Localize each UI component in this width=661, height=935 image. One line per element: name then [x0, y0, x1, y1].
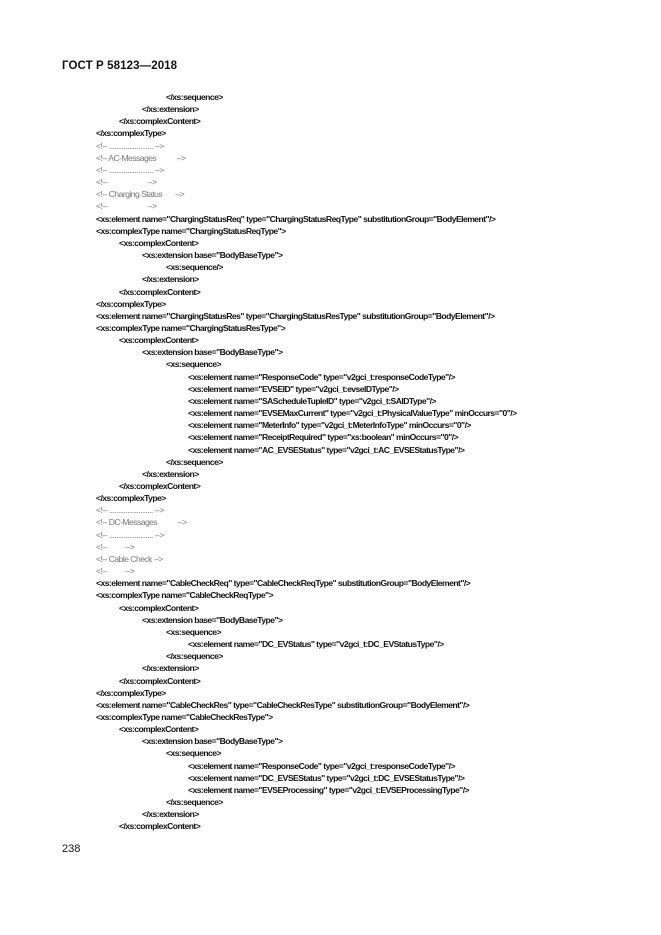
xml-comment-line: <!-- -->	[96, 541, 135, 552]
xml-code-line: <xs:element name="MeterInfo" type="v2gci_t:MeterInfoType" minOccurs="0"/>	[188, 420, 471, 431]
xml-code-line: <xs:element name="ChargingStatusReq" type="ChargingStatusReqType" substitutionGroup="BodyElement"/>	[96, 213, 496, 224]
xml-code-line: <xs:complexContent>	[119, 602, 199, 613]
xml-code-line: </xs:sequence>	[166, 797, 223, 808]
xml-code-line: </xs:complexType>	[96, 128, 166, 139]
xml-code-line: </xs:extension>	[142, 468, 199, 479]
xml-comment-line: <!-- DC-Messages -->	[96, 517, 187, 528]
xml-code-line: <xs:element name="EVSEProcessing" type="v2gci_t:EVSEProcessingType"/>	[188, 784, 470, 795]
xml-code-line: <xs:element name="ResponseCode" type="v2gci_t:responseCodeType"/>	[188, 760, 455, 771]
xml-code-line: </xs:complexType>	[96, 687, 166, 698]
xml-code-line: <xs:sequence>	[166, 359, 221, 370]
xml-code-line: <xs:extension base="BodyBaseType">	[142, 614, 283, 625]
xml-code-line: </xs:extension>	[142, 663, 199, 674]
xml-code-line: </xs:complexContent>	[119, 116, 201, 127]
xml-code-line: </xs:complexType>	[96, 493, 166, 504]
xml-code-line: <xs:complexContent>	[119, 335, 199, 346]
xml-code-line: <xs:sequence>	[166, 748, 221, 759]
xml-comment-line: <!-- ........................ -->	[96, 164, 164, 175]
xml-comment-line: <!-- ........................ -->	[96, 140, 164, 151]
xml-code-line: </xs:complexContent>	[119, 675, 201, 686]
xml-code-line: <xs:extension base="BodyBaseType">	[142, 347, 283, 358]
xml-code-line: <xs:complexType name="ChargingStatusResType">	[96, 322, 286, 333]
page-number: 238	[62, 843, 81, 855]
xml-code-line: </xs:sequence>	[166, 651, 223, 662]
xml-code-line: </xs:sequence>	[166, 92, 223, 102]
xml-comment-line: <!-- -->	[96, 566, 135, 577]
page-header-title: ГОСТ Р 58123—2018	[62, 60, 178, 72]
xml-comment-line: <!-- AC-Messages -->	[96, 152, 186, 163]
xml-code-line: <xs:complexContent>	[119, 724, 199, 735]
xml-code-line: <xs:element name="ChargingStatusRes" type="ChargingStatusResType" substitutionGroup="BodyElement"/>	[96, 310, 495, 321]
xml-code-line: <xs:complexContent>	[119, 237, 199, 248]
xml-code-line: <xs:element name="AC_EVSEStatus" type="v2gci_t:AC_EVSEStatusType"/>	[188, 444, 465, 455]
xml-code-line: </xs:complexType>	[96, 298, 166, 309]
xml-code-line: </xs:extension>	[142, 274, 199, 285]
xml-code-line: <xs:extension base="BodyBaseType">	[142, 250, 283, 261]
xml-code-line: <xs:element name="SAScheduleTupleID" type="v2gci_t:SAIDType"/>	[188, 395, 436, 406]
xml-code-line: <xs:complexType name="ChargingStatusReqType">	[96, 225, 286, 236]
xml-code-line: </xs:complexContent>	[119, 286, 201, 297]
xml-code-line: <xs:element name="ReceiptRequired" type="xs:boolean" minOccurs="0"/>	[188, 432, 459, 443]
xml-code-line: <xs:complexType name="CableCheckReqType">	[96, 590, 274, 601]
xml-comment-line: <!-- -->	[96, 177, 157, 188]
xml-code-line: <xs:element name="EVSEID" type="v2gci_t:evseIDType"/>	[188, 383, 399, 394]
xml-code-line: <xs:extension base="BodyBaseType">	[142, 736, 283, 747]
xml-code-line: </xs:extension>	[142, 809, 199, 820]
xml-code-line: <xs:sequence/>	[166, 262, 223, 273]
xml-code-line: <xs:element name="CableCheckRes" type="CableCheckResType" substitutionGroup="BodyElement"/>	[96, 699, 470, 710]
xml-code-line: </xs:extension>	[142, 104, 199, 115]
xml-code-line: <xs:sequence>	[166, 626, 221, 637]
xml-code-line: <xs:element name="EVSEMaxCurrent" type="v2gci_t:PhysicalValueType" minOccurs="0"/>	[188, 408, 517, 419]
xml-code-line: </xs:complexContent>	[119, 821, 201, 832]
xml-comment-line: <!-- Cable Check -->	[96, 553, 163, 564]
xml-comment-line: <!-- ........................ -->	[96, 505, 164, 516]
xml-schema-listing	[96, 91, 636, 833]
xml-comment-line: <!-- -->	[96, 201, 157, 212]
xml-comment-line: <!-- ........................ -->	[96, 529, 164, 540]
xml-code-line: <xs:complexType name="CableCheckResType">	[96, 711, 273, 722]
xml-code-line: <xs:element name="DC_EVSEStatus" type="v2gci_t:DC_EVSEStatusType"/>	[188, 772, 465, 783]
xml-comment-line: <!-- Charging Status -->	[96, 189, 185, 200]
xml-code-line: </xs:sequence>	[166, 456, 223, 467]
xml-code-line: <xs:element name="ResponseCode" type="v2gci_t:responseCodeType"/>	[188, 371, 455, 382]
xml-code-line: <xs:element name="DC_EVStatus" type="v2gci_t:DC_EVStatusType"/>	[188, 639, 444, 650]
xml-code-line: </xs:complexContent>	[119, 481, 201, 491]
xml-code-line: <xs:element name="CableCheckReq" type="CableCheckReqType" substitutionGroup="BodyElement"/>	[96, 578, 471, 589]
